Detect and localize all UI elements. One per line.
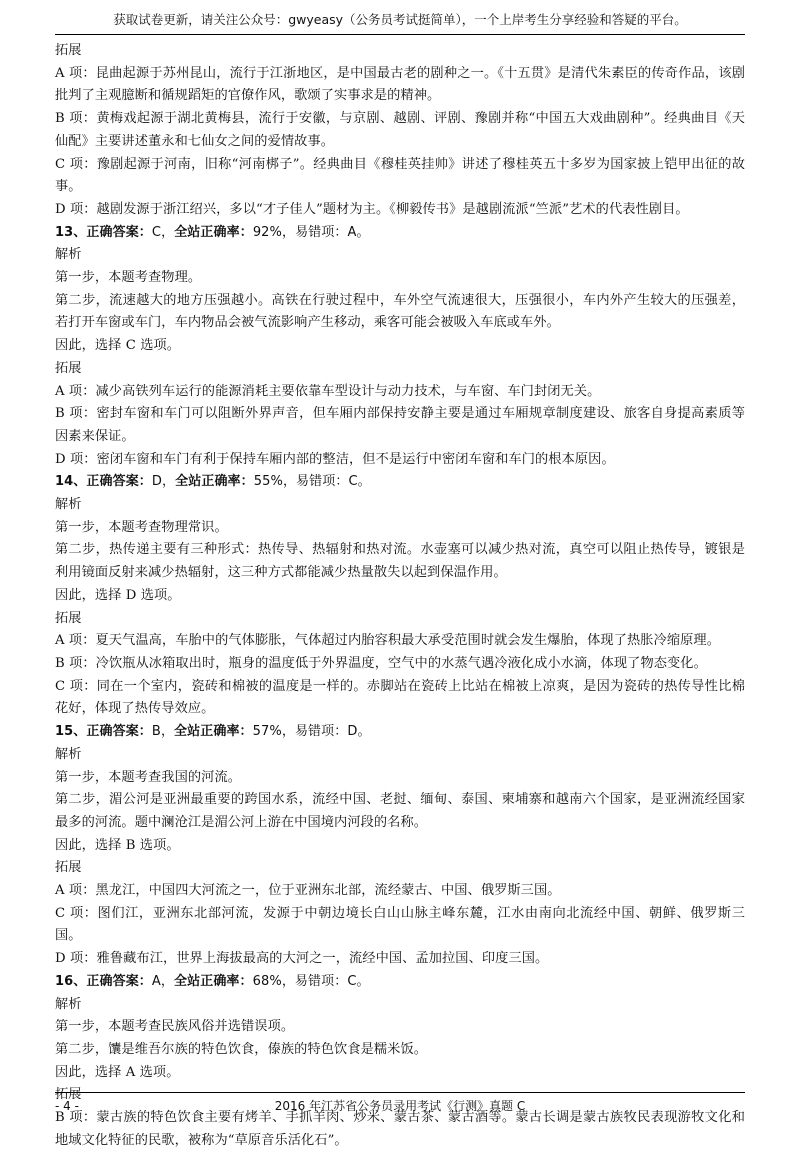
correct-answer: B	[151, 724, 161, 740]
paragraph: 解析	[55, 746, 82, 762]
paragraph: C 项：同在一个室内，瓷砖和棉被的温度是一样的。赤脚站在瓷砖上比站在棉被上凉爽，是因为瓷砖的热传导性比棉花好，体现了热传导效应。	[55, 678, 745, 717]
paragraph: A 项：黑龙江，中国四大河流之一，位于亚洲东北部，流经蒙古、中国、俄罗斯三国。	[55, 883, 561, 899]
answer-label: 13、正确答案：	[55, 224, 152, 240]
document-title: 2016 年江苏省公务员录用考试《行测》真题 C	[274, 1099, 526, 1113]
paragraph: C 项：豫剧起源于河南，旧称“河南梆子”。经典曲目《穆桂英挂帅》讲述了穆桂英五十多岁为国家披上铠甲出征的故事。	[55, 156, 745, 195]
paragraph: 第二步，热传递主要有三种形式：热传导、热辐射和热对流。水壶塞可以减少热对流，真空可以阻止热传导，镀银是利用镜面反射来减少热辐射，这三种方式都能减少热量散失以起到保温作用。	[55, 542, 745, 581]
answer-line: 13、正确答案：C，全站正确率：92%，易错项：A。	[55, 224, 370, 240]
correct-answer: D	[151, 474, 163, 490]
paragraph: 解析	[55, 247, 82, 263]
paragraph: A 项：昆曲起源于苏州昆山，流行于江浙地区，是中国最古老的剧种之一。《十五贯》是清代朱素臣的传奇作品，该剧批判了主观臆断和循规蹈矩的官僚作风，歌颂了实事求是的精神。	[55, 65, 745, 104]
paragraph: 拓展	[55, 360, 82, 376]
paragraph: 因此，选择 C 选项。	[55, 338, 181, 354]
accuracy-rate: 68%	[252, 973, 282, 989]
paragraph: C 项：图们江，亚洲东北部河流，发源于中朝边境长白山山脉主峰东麓，江水由南向北流经中国、朝鲜、俄罗斯三国。	[55, 905, 745, 944]
paragraph: B 项：密封车窗和车门可以阻断外界声音，但车厢内部保持安静主要是通过车厢规章制度建设、旅客自身提高素质等因素来保证。	[55, 406, 745, 444]
paragraph: 因此，选择 D 选项。	[55, 587, 181, 603]
paragraph: 拓展	[55, 43, 82, 58]
accuracy-rate: 57%	[252, 724, 282, 740]
paragraph: 第二步，馕是维吾尔族的特色饮食，傣族的特色饮食是糯米饭。	[55, 1041, 428, 1057]
paragraph: 解析	[55, 996, 82, 1012]
page-header	[55, 10, 745, 35]
header-notice: 获取试卷更新，请关注公众号：gwyeasy（公务员考试挺简单），一个上岸考生分享经验和答疑的平台。	[113, 12, 687, 27]
paragraph: 第二步，湄公河是亚洲最重要的跨国水系，流经中国、老挝、缅甸、泰国、柬埔寨和越南六个国家，是亚洲流经国家最多的河流。题中澜沧江是湄公河上游在中国境内河段的名称。	[55, 792, 745, 830]
paragraph: B 项：黄梅戏起源于湖北黄梅县，流行于安徽，与京剧、越剧、评剧、豫剧并称“中国五大戏曲剧种”。经典曲目《天仙配》主要讲述董永和七仙女之间的爱情故事。	[55, 111, 745, 149]
common-wrong-option: A	[347, 224, 357, 240]
common-wrong-option: D	[347, 724, 358, 740]
answer-label: 15、正确答案：	[55, 724, 152, 740]
paragraph: A 项：减少高铁列车运行的能源消耗主要依靠车型设计与动力技术，与车窗、车门封闭无关。	[55, 383, 601, 399]
paragraph: 拓展	[55, 860, 82, 876]
accuracy-label: 全站正确率：	[174, 973, 253, 989]
document-body	[55, 40, 745, 1152]
paragraph: 第二步，流速越大的地方压强越小。高铁在行驶过程中，车外空气流速很大，压强很小，车内外产生较大的压强差，若打开车窗或车门，车内物品会被气流影响产生移动，乘客可能会被吸入车底或车外。	[55, 292, 745, 331]
common-wrong-option: C	[348, 474, 358, 490]
paragraph: 因此，选择 A 选项。	[55, 1064, 180, 1080]
paragraph: D 项：雅鲁藏布江，世界上海拔最高的大河之一，流经中国、孟加拉国、印度三国。	[55, 951, 549, 967]
paragraph: B 项：蒙古族的特色饮食主要有烤羊、手抓羊肉、炒米、蒙古茶、蒙古酒等。蒙古长调是蒙古族牧民表现游牧文化和地域文化特征的民歌，被称为“草原音乐活化石”。	[55, 1110, 745, 1148]
paragraph: 拓展	[55, 1087, 82, 1103]
paragraph: D 项：密闭车窗和车门有利于保持车厢内部的整洁，但不是运行中密闭车窗和车门的根本原因。	[55, 451, 615, 467]
paragraph: A 项：夏天气温高，车胎中的气体膨胀，气体超过内胎容积最大承受范围时就会发生爆胎，体现了热胀冷缩原理。	[55, 633, 720, 649]
paragraph: 因此，选择 B 选项。	[55, 837, 180, 853]
answer-label: 16、正确答案：	[55, 973, 152, 989]
accuracy-rate: 92%	[252, 224, 283, 240]
answer-label: 14、正确答案：	[55, 474, 152, 490]
paragraph: 第一步，本题考查物理常识。	[55, 519, 228, 535]
paragraph: D 项：越剧发源于浙江绍兴，多以“才子佳人”题材为主。《柳毅传书》是越剧流派“竺派”艺术的代表性剧目。	[55, 201, 689, 217]
correct-answer: C	[151, 224, 162, 240]
paragraph: 第一步，本题考查民族风俗并选错误项。	[55, 1019, 295, 1035]
paragraph: 第一步，本题考查我国的河流。	[55, 769, 242, 785]
paragraph: 拓展	[55, 610, 82, 626]
page-number: - 4 -	[55, 1099, 79, 1113]
accuracy-label: 全站正确率：	[174, 224, 253, 240]
accuracy-label: 全站正确率：	[175, 474, 254, 490]
paragraph: 解析	[55, 497, 82, 513]
answer-line: 16、正确答案：A，全站正确率：68%，易错项：C。	[55, 973, 370, 989]
correct-answer: A	[151, 973, 161, 989]
answer-line: 14、正确答案：D，全站正确率：55%，易错项：C。	[55, 474, 371, 490]
accuracy-rate: 55%	[253, 474, 283, 490]
answer-line: 15、正确答案：B，全站正确率：57%，易错项：D。	[55, 724, 371, 740]
paragraph: B 项：冷饮瓶从冰箱取出时，瓶身的温度低于外界温度，空气中的水蒸气遇冷液化成小水滴，体现了物态变化。	[55, 655, 707, 671]
paragraph: 第一步，本题考查物理。	[55, 270, 202, 286]
common-wrong-option: C	[347, 973, 357, 989]
accuracy-label: 全站正确率：	[174, 724, 253, 740]
